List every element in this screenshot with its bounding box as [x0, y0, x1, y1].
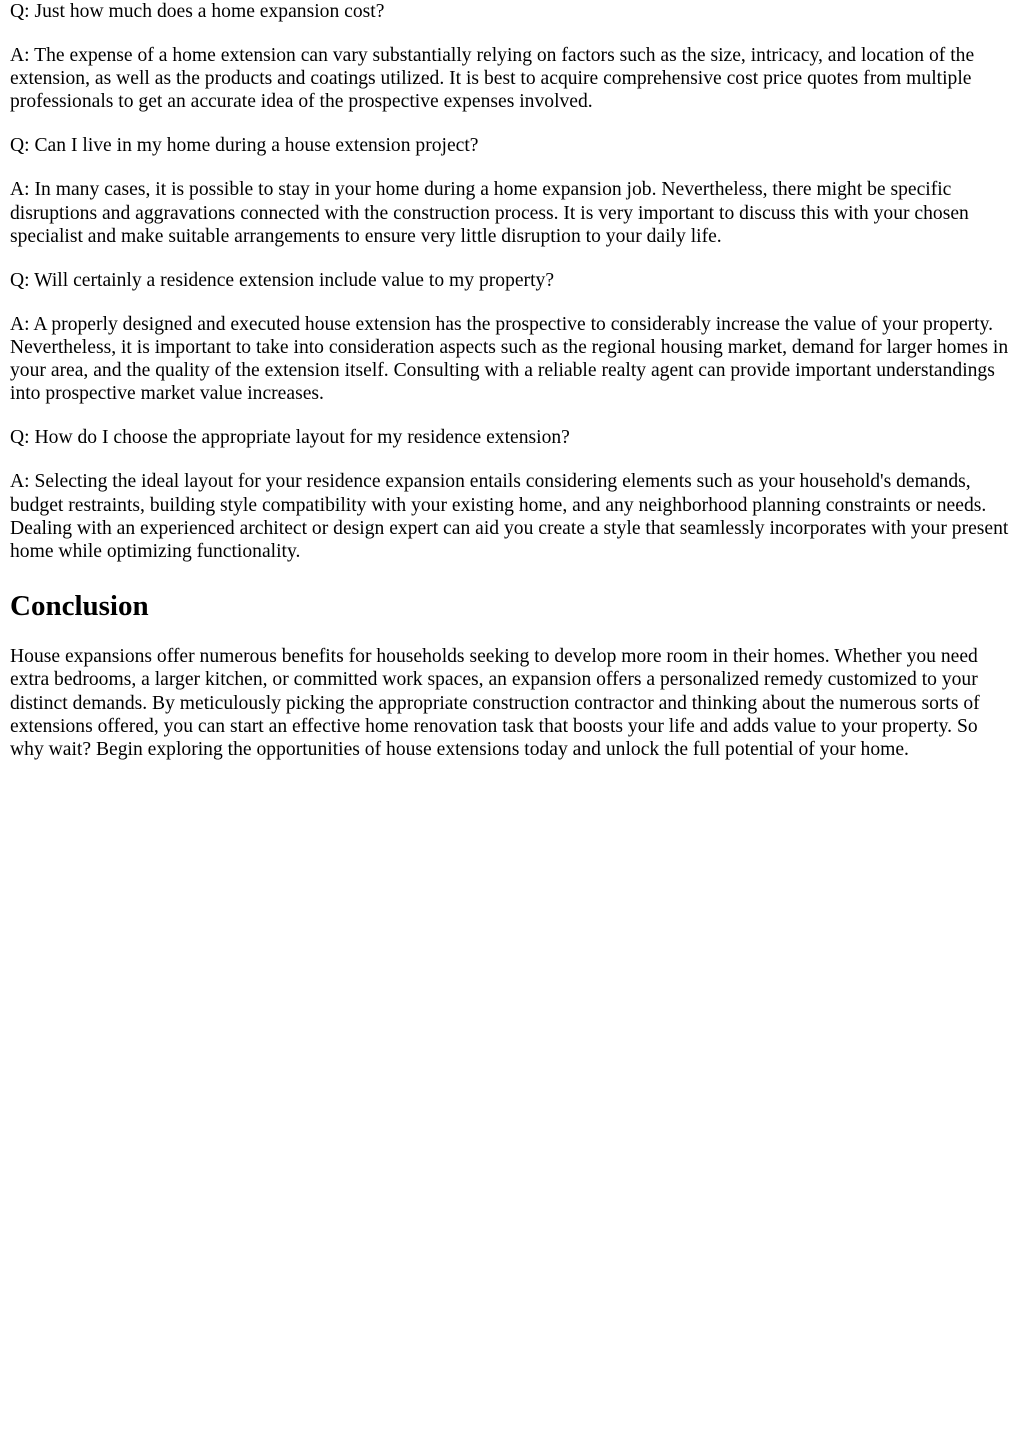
conclusion-heading: Conclusion: [10, 590, 149, 623]
faq-answer-cost: A: The expense of a home extension can vary substantially relying on factors such as the size, intricacy, and location of the extension, as well as the products and coatings utilized. It is best to acquire comprehensive cost price quotes from multiple professionals to get an accurate idea of the prospective expenses involved.: [10, 45, 975, 113]
faq-answer-live-in-home: A: In many cases, it is possible to stay in your home during a home expansion job. Nevertheless, there might be specific disruptions and aggravations connected with the construction process. It is very important to discuss this with your chosen specialist and make suitable arrangements to ensure very little disruption to your daily life.: [10, 179, 969, 247]
conclusion-body: House expansions offer numerous benefits for households seeking to develop more room in their homes. Whether you need extra bedrooms, a larger kitchen, or committed work spaces, an expansion offers a personalized remedy customized to your distinct demands. By meticulously picking the appropriate construction contractor and thinking about the numerous sorts of extensions offered, you can start an effective home renovation task that boosts your life and adds value to your property. So why wait? Begin exploring the opportunities of house extensions today and unlock the full potential of your home.: [10, 646, 980, 761]
faq-question-cost: Q: Just how much does a home expansion cost?: [10, 1, 385, 22]
faq-question-choose-layout: Q: How do I choose the appropriate layout for my residence extension?: [10, 427, 570, 449]
faq-question-live-in-home: Q: Can I live in my home during a house extension project?: [10, 135, 479, 157]
faq-question-add-value: Q: Will certainly a residence extension include value to my property?: [10, 269, 555, 291]
faq-answer-add-value: A: A properly designed and executed house extension has the prospective to considerably increase the value of your property. Nevertheless, it is important to take into consideration aspects such as the regional housing market, demand for larger homes in your area, and the quality of the extension itself. Consulting with a reliable realty agent can provide important understandings into prospective market value increases.: [10, 313, 1009, 405]
faq-answer-choose-layout: A: Selecting the ideal layout for your residence expansion entails considering elements such as your household's demands, budget restraints, building style compatibility with your existing home, and any neighborhood planning constraints or needs. Dealing with an experienced architect or design expert can aid you create a style that seamlessly incorporates with your present home while optimizing functionality.: [10, 471, 1009, 563]
